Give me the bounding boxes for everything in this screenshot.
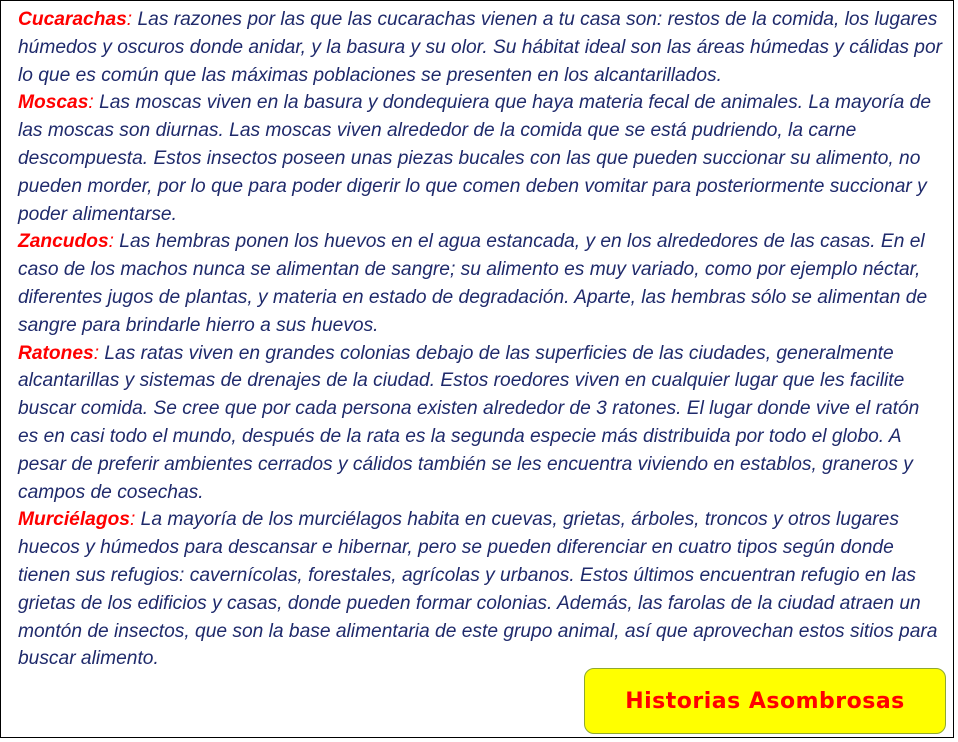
entry-moscas — [18, 89, 943, 228]
entry-separator: : — [93, 342, 100, 364]
entry-cucarachas — [18, 6, 943, 89]
entry-separator: : — [126, 9, 133, 30]
entry-text: Las ratas viven en grandes colonias debajo de las superficies de las ciudades, generalmente alcantarillas y sistemas de drenajes de la ciudad. Estos roedores viven en cualquier lugar que les facilite buscar comida. Se cree que por cada persona existen alrededor de 3 ratones. El lugar donde vive el ratón es en casi todo el mundo, después de la rata es la segunda especie más distribuida por todo el globo. A pesar de preferir ambientes cerrados y cálidos también se les encuentra viviendo en establos, graneros y campos de cosechas. — [18, 342, 920, 503]
entry-term: Murciélagos — [18, 509, 130, 531]
entry-text: Las hembras ponen los huevos en el agua estancada, y en los alrededores de las casas. En el caso de los machos nunca se alimentan de sangre; su alimento es muy variado, como por ejemplo néctar, diferentes jugos de plantas, y materia en estado de degradación. Aparte, las hembras sólo se alimentan de sangre para brindarle hierro a sus huevos. — [18, 231, 928, 336]
entry-text: Las razones por las que las cucarachas vienen a tu casa son: restos de la comida, los lugares húmedos y oscuros donde anidar, y la basura y su olor. Su hábitat ideal son las áreas húmedas y cálidas por lo que es común que las máximas poblaciones se presenten en los alcantarillados. — [18, 9, 943, 86]
entry-zancudos — [18, 228, 943, 339]
entry-separator: : — [129, 509, 136, 531]
entry-separator: : — [108, 231, 114, 253]
entry-term: Zancudos — [18, 231, 109, 253]
text-body — [18, 6, 943, 673]
title-banner — [584, 668, 946, 734]
entry-text: Las moscas viven en la basura y dondequiera que haya materia fecal de animales. La mayoría de las moscas son diurnas. Las moscas viven alrededor de la comida que se está pudriendo, la carne descompuesta. Estos insectos poseen unas piezas bucales con las que pueden succionar su alimento, no pueden morder, por lo que para poder digerir lo que comen deben vomitar para posteriormente succionar y poder alimentarse. — [18, 92, 932, 225]
banner-title: Historias Asombrosas — [625, 688, 905, 714]
entry-term: Moscas — [18, 92, 89, 114]
entry-ratones — [18, 340, 943, 507]
entry-term: Cucarachas — [18, 9, 127, 30]
entry-separator: : — [88, 92, 94, 114]
entry-murcielagos — [18, 506, 943, 673]
entry-term: Ratones — [18, 342, 94, 364]
entry-text: La mayoría de los murciélagos habita en cuevas, grietas, árboles, troncos y otros lugares huecos y húmedos para descansar e hibernar, pero se pueden diferenciar en cuatro tipos según donde tienen sus refugios: cavernícolas, forestales, agrícolas y urbanos. Estos últimos encuentran refugio en las grietas de los edificios y casas, donde pueden formar colonias. Además, las farolas de la ciudad atraen un montón de insectos, que son la base alimentaria de este grupo animal, así que aprovechan estos sitios para buscar alimento. — [18, 509, 938, 670]
